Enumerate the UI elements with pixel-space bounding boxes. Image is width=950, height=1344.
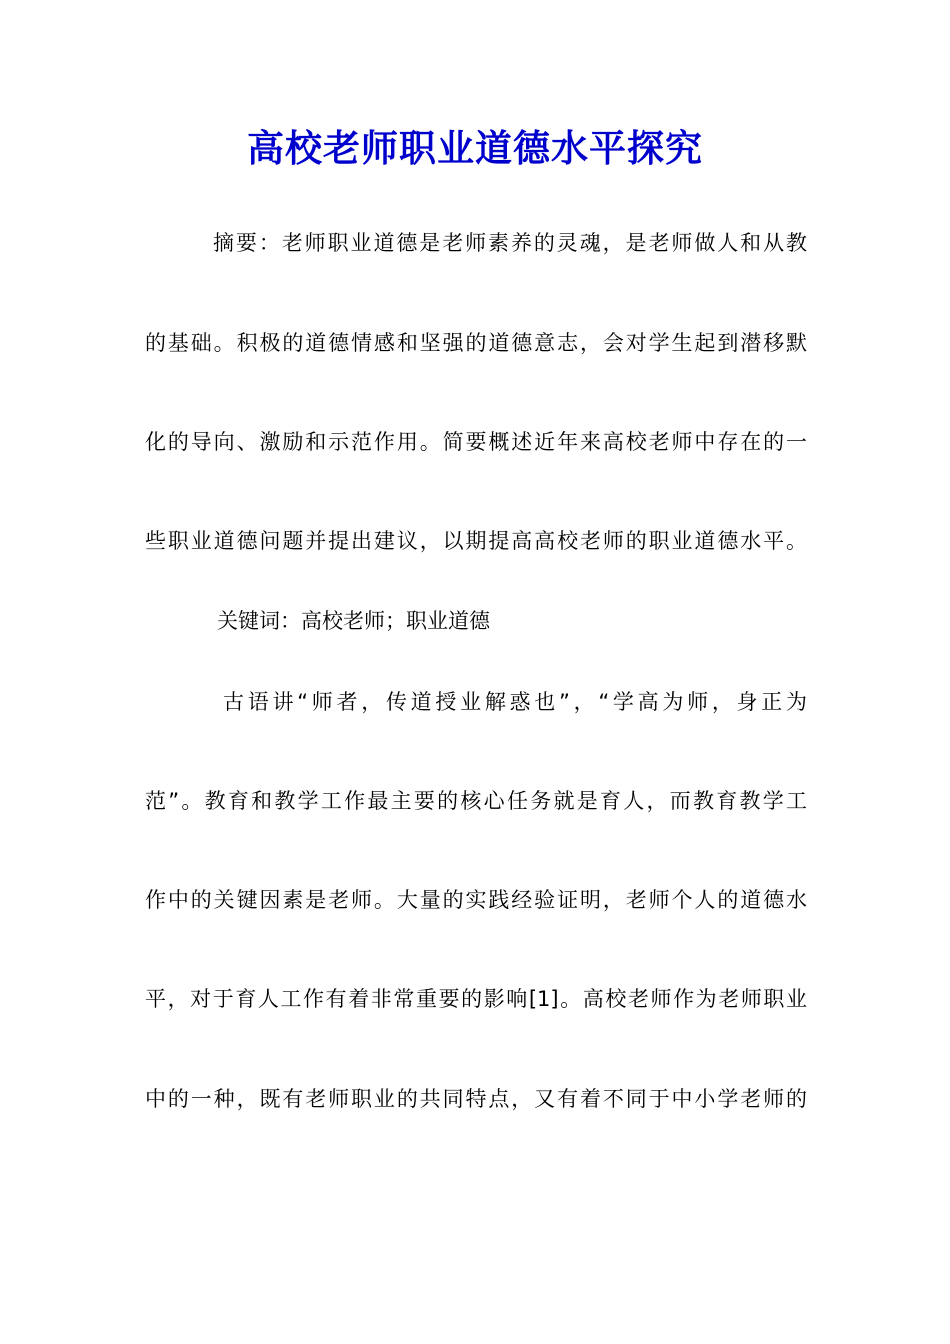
abstract-line: 些职业道德问题并提出建议，以期提高高校老师的职业道德水平。 (145, 529, 807, 553)
body-line: 古语讲“师者，传道授业解惑也”，“学高为师，身正为 (223, 690, 807, 714)
abstract-line: 摘要：老师职业道德是老师素养的灵魂，是老师做人和从教 (213, 231, 807, 255)
body-line: 作中的关键因素是老师。大量的实践经验证明，老师个人的道德水 (145, 888, 807, 912)
body-line: 平，对于育人工作有着非常重要的影响[1]。高校老师作为老师职业 (145, 987, 807, 1011)
body-line: 中的一种，既有老师职业的共同特点，又有着不同于中小学老师的 (145, 1087, 807, 1111)
document-title: 高校老师职业道德水平探究 (247, 126, 703, 170)
body-line: 范”。教育和教学工作最主要的核心任务就是育人，而教育教学工 (145, 789, 807, 813)
abstract-line: 的基础。积极的道德情感和坚强的道德意志，会对学生起到潜移默 (145, 331, 807, 355)
keywords-line: 关键词：高校老师；职业道德 (217, 609, 490, 633)
abstract-line: 化的导向、激励和示范作用。简要概述近年来高校老师中存在的一 (145, 430, 807, 454)
